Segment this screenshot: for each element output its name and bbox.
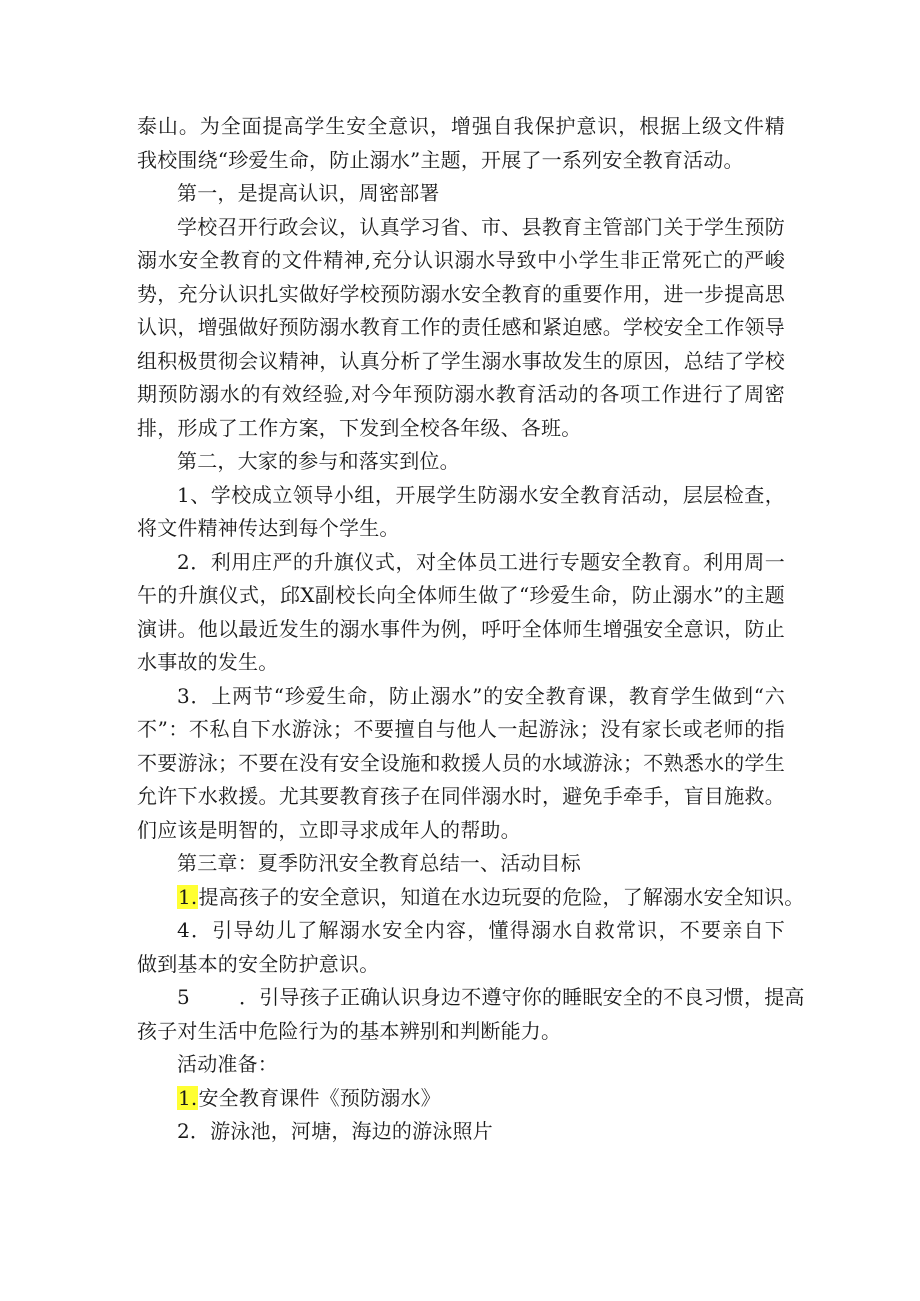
list-item-text: 提高孩子的安全意识，知道在水边玩耍的危险，了解溺水安全知识。 xyxy=(198,884,805,909)
text-line: 排，形成了工作方案，下发到全校各年级、各班。 xyxy=(137,415,582,440)
text-line: 演讲。他以最近发生的溺水事件为例，呼吁全体师生增强安全意识，防止 xyxy=(137,616,785,641)
list-item xyxy=(137,881,805,915)
text-line: 午的升旗仪式，邱X副校长向全体师生做了“珍爱生命，防止溺水”的主题 xyxy=(137,583,785,607)
list-item: 2．游泳池，河塘，海边的游泳照片 xyxy=(177,1119,493,1143)
text-line: 不要游泳；不要在没有安全设施和救援人员的水域游泳；不熟悉水的学生 xyxy=(137,750,785,775)
text-line: 孩子对生活中危险行为的基本辨别和判断能力。 xyxy=(137,1018,562,1043)
text-line: 我校围绕“珍爱生命，防止溺水”主题，开展了一系列安全教育活动。 xyxy=(137,147,744,172)
list-item-text: 安全教育课件《预防溺水》 xyxy=(198,1085,441,1110)
text-line: 溺水安全教育的文件精神,充分认识溺水导致中小学生非正常死亡的严峻 xyxy=(137,248,785,272)
text-line: 做到基本的安全防护意识。 xyxy=(137,951,380,976)
list-item xyxy=(137,1082,785,1116)
text-line: 认识，增强做好预防溺水教育工作的责任感和紧迫感。学校安全工作领导 xyxy=(137,315,785,339)
list-item-text: ．引导孩子正确认识身边不遵守你的睡眠安全的不良习惯，提高 xyxy=(239,985,805,1009)
text-line: 势，充分认识扎实做好学校预防溺水安全教育的重要作用，进一步提高思 xyxy=(137,281,785,306)
text-line: 1、学校成立领导小组，开展学生防溺水安全教育活动，层层检查， xyxy=(177,482,785,507)
highlighted-number: 1. xyxy=(178,884,198,909)
section-heading-preparation: 活动准备： xyxy=(177,1052,278,1076)
list-item xyxy=(137,981,805,1015)
document-body xyxy=(137,110,805,1149)
list-number: 5 xyxy=(177,985,190,1009)
text-line: 组积极贯彻会议精神，认真分析了学生溺水事故发生的原因，总结了学校 xyxy=(137,348,785,373)
text-line: 4．引导幼儿了解溺水安全内容，懂得溺水自救常识，不要亲自下 xyxy=(177,918,785,942)
text-line: 学校召开行政会议，认真学习省、市、县教育主管部门关于学生预防 xyxy=(177,214,785,239)
text-line: 将文件精神传达到每个学生。 xyxy=(137,516,400,540)
text-line: 不”：不私自下水游泳；不要擅自与他人一起游泳；没有家长或老师的指 xyxy=(137,717,785,741)
section-heading-second: 第二，大家的参与和落实到位。 xyxy=(177,449,460,473)
text-line: 泰山。为全面提高学生安全意识，增强自我保护意识，根据上级文件精 xyxy=(137,114,785,138)
text-line: 允许下水救援。尤其要教育孩子在同伴溺水时，避免手牵手，盲目施救。 xyxy=(137,784,785,808)
text-line: 水事故的发生。 xyxy=(137,650,279,674)
text-line: 3．上两节“珍爱生命，防止溺水”的安全教育课，教育学生做到“六 xyxy=(177,683,785,708)
text-line: 期预防溺水的有效经验,对今年预防溺水教育活动的各项工作进行了周密 xyxy=(137,382,785,406)
text-line: 2．利用庄严的升旗仪式，对全体员工进行专题安全教育。利用周一 xyxy=(177,549,785,574)
section-heading-first: 第一，是提高认识，周密部署 xyxy=(177,181,440,205)
text-line: 们应该是明智的，立即寻求成年人的帮助。 xyxy=(137,817,521,842)
highlighted-number: 1. xyxy=(178,1085,198,1110)
chapter-heading: 第三章：夏季防汛安全教育总结一、活动目标 xyxy=(177,851,581,875)
